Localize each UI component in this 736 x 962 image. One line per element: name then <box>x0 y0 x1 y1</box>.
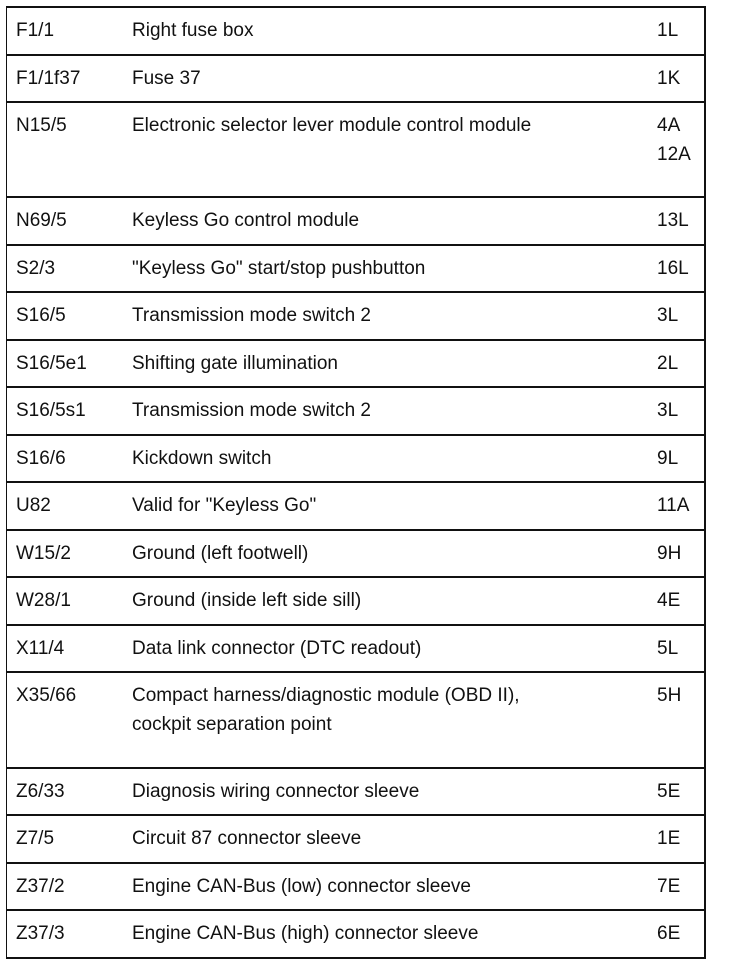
location-line: 3L <box>657 400 679 421</box>
grid-location <box>657 586 680 615</box>
grid-location <box>657 396 678 425</box>
description-line: Data link connector (DTC readout) <box>132 638 422 659</box>
legend-row <box>7 816 704 864</box>
description-line: Keyless Go control module <box>132 210 360 231</box>
component-description <box>132 539 632 568</box>
grid-location <box>657 16 678 45</box>
description-line: Transmission mode switch 2 <box>132 400 371 421</box>
component-description <box>132 681 632 739</box>
component-code: Z37/3 <box>16 923 65 944</box>
grid-location <box>657 444 678 473</box>
component-code: S16/5 <box>16 305 66 326</box>
grid-location <box>657 349 678 378</box>
legend-row <box>7 341 704 388</box>
component-code: N15/5 <box>16 115 67 136</box>
component-code: W28/1 <box>16 590 71 611</box>
grid-location <box>657 64 680 93</box>
component-description <box>132 16 632 45</box>
legend-row <box>7 626 704 673</box>
component-description <box>132 824 632 853</box>
location-line: 9H <box>657 543 682 564</box>
component-description <box>132 396 632 425</box>
legend-row <box>7 578 704 626</box>
component-description <box>132 444 632 473</box>
description-line: Circuit 87 connector sleeve <box>132 828 362 849</box>
legend-row <box>7 56 704 103</box>
legend-row <box>7 388 704 436</box>
grid-location <box>657 634 678 663</box>
grid-location <box>657 539 681 568</box>
component-description <box>132 254 632 283</box>
component-legend-table <box>6 6 706 959</box>
location-line: 7E <box>657 876 681 897</box>
grid-location <box>657 206 689 235</box>
description-line: Kickdown switch <box>132 448 272 469</box>
legend-row <box>7 483 704 531</box>
legend-row <box>7 769 704 816</box>
grid-location <box>657 254 689 283</box>
legend-row <box>7 8 704 56</box>
grid-location <box>657 919 680 948</box>
legend-row <box>7 864 704 911</box>
legend-row <box>7 198 704 246</box>
component-code: S16/6 <box>16 448 66 469</box>
location-line: 5H <box>657 685 682 706</box>
description-line: Electronic selector lever module control module <box>132 115 532 136</box>
description-line: Diagnosis wiring connector sleeve <box>132 781 420 802</box>
component-code: S16/5e1 <box>16 353 87 374</box>
location-line: 16L <box>657 258 689 279</box>
component-code: U82 <box>16 495 51 516</box>
component-description <box>132 777 632 806</box>
grid-location <box>657 681 681 710</box>
location-line: 5L <box>657 638 679 659</box>
legend-row <box>7 103 704 198</box>
grid-location <box>657 111 691 169</box>
component-code: Z6/33 <box>16 781 65 802</box>
component-code: X35/66 <box>16 685 77 706</box>
location-line: 4E <box>657 590 681 611</box>
location-line: 1K <box>657 68 681 89</box>
legend-row <box>7 673 704 769</box>
location-line: 12A <box>657 144 691 165</box>
component-description <box>132 349 632 378</box>
location-line: 9L <box>657 448 679 469</box>
description-line: Valid for "Keyless Go" <box>132 495 317 516</box>
location-line: 11A <box>657 495 690 516</box>
location-line: 13L <box>657 210 689 231</box>
description-line: Ground (left footwell) <box>132 543 309 564</box>
description-line: Ground (inside left side sill) <box>132 590 362 611</box>
component-code: Z37/2 <box>16 876 65 897</box>
location-line: 4A <box>657 115 681 136</box>
description-line: Fuse 37 <box>132 68 201 89</box>
legend-row <box>7 531 704 578</box>
grid-location <box>657 491 689 520</box>
component-description <box>132 491 632 520</box>
location-line: 5E <box>657 781 681 802</box>
component-code: F1/1f37 <box>16 68 81 89</box>
description-line: cockpit separation point <box>132 714 332 735</box>
location-line: 2L <box>657 353 679 374</box>
component-description <box>132 872 632 901</box>
location-line: 1L <box>657 20 679 41</box>
component-code: Z7/5 <box>16 828 55 849</box>
description-line: Engine CAN-Bus (high) connector sleeve <box>132 923 479 944</box>
description-line: Transmission mode switch 2 <box>132 305 371 326</box>
description-line: Shifting gate illumination <box>132 353 338 374</box>
grid-location <box>657 777 680 806</box>
component-code: S16/5s1 <box>16 400 86 421</box>
legend-row <box>7 911 704 959</box>
component-description <box>132 586 632 615</box>
component-description <box>132 64 632 93</box>
component-code: N69/5 <box>16 210 67 231</box>
component-code: F1/1 <box>16 20 55 41</box>
legend-row <box>7 436 704 483</box>
component-code: S2/3 <box>16 258 56 279</box>
component-description <box>132 111 632 140</box>
location-line: 1E <box>657 828 681 849</box>
component-description <box>132 919 632 948</box>
legend-row <box>7 246 704 293</box>
location-line: 6E <box>657 923 681 944</box>
component-code: W15/2 <box>16 543 71 564</box>
description-line: Right fuse box <box>132 20 254 41</box>
grid-location <box>657 872 680 901</box>
description-line: Engine CAN-Bus (low) connector sleeve <box>132 876 471 897</box>
component-description <box>132 301 632 330</box>
description-line: Compact harness/diagnostic module (OBD II), <box>132 685 520 706</box>
legend-row <box>7 293 704 341</box>
grid-location <box>657 301 678 330</box>
location-line: 3L <box>657 305 679 326</box>
component-description <box>132 634 632 663</box>
grid-location <box>657 824 680 853</box>
component-description <box>132 206 632 235</box>
description-line: "Keyless Go" start/stop pushbutton <box>132 258 426 279</box>
component-code: X11/4 <box>16 638 65 659</box>
